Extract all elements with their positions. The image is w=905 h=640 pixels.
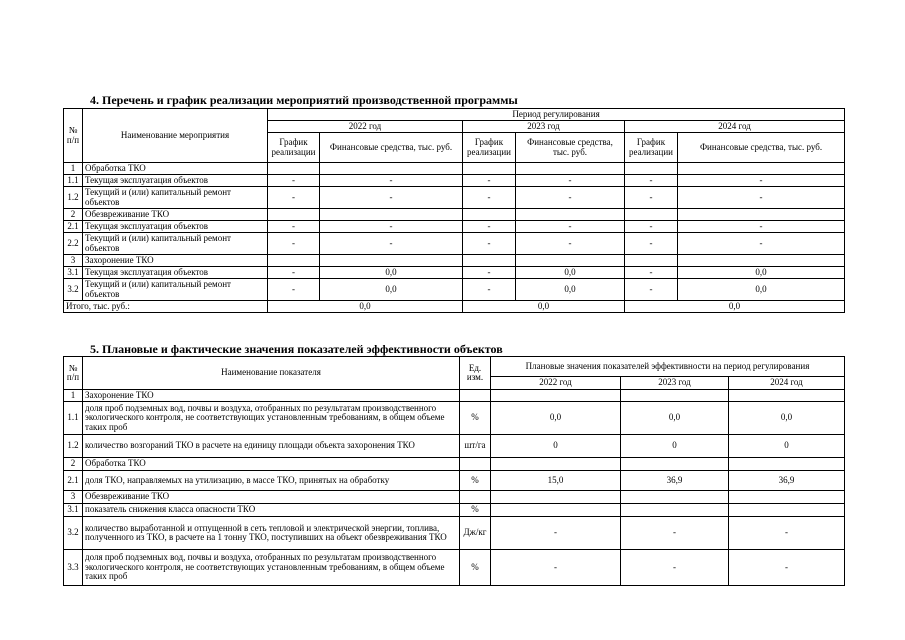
row-value [320, 209, 463, 221]
row-value [516, 209, 625, 221]
row-number: 2 [64, 458, 83, 471]
total-value: 0,0 [268, 301, 463, 313]
row-number: 3 [64, 255, 83, 267]
row-name: Обезвреживание ТКО [83, 491, 460, 504]
section5-title: 5. Плановые и фактические значения показателей эффективности объектов [90, 342, 503, 356]
row-value: - [516, 233, 625, 255]
row-name: Текущая эксплуатация объектов [83, 175, 268, 187]
row-value: - [320, 221, 463, 233]
row-value: 0,0 [320, 279, 463, 301]
row-value [621, 458, 729, 471]
row-name: доля проб подземных вод, почвы и воздуха, отобранных по результатам производственного экологического контроля, не соответствующих установленным требованиям, в общем объеме таких проб [83, 402, 460, 435]
row-number: 2.1 [64, 471, 83, 491]
table-row [64, 458, 845, 471]
row-value: - [625, 187, 678, 209]
row-value: 0 [491, 435, 621, 458]
row-value: - [625, 267, 678, 279]
row-name: Текущая эксплуатация объектов [83, 267, 268, 279]
schedule-header: График реализации [625, 133, 678, 163]
row-value [729, 390, 845, 402]
row-number: 3.2 [64, 279, 83, 301]
row-value [491, 390, 621, 402]
row-name: показатель снижения класса опасности ТКО [83, 504, 460, 517]
row-value [625, 255, 678, 267]
row-value: - [463, 175, 516, 187]
table-row [64, 504, 845, 517]
table-row [64, 491, 845, 504]
row-value: - [678, 233, 845, 255]
row-value [320, 163, 463, 175]
table-row [64, 209, 845, 221]
row-value: - [729, 517, 845, 550]
row-value [516, 255, 625, 267]
row-value: 15,0 [491, 471, 621, 491]
row-name: Захоронение ТКО [83, 390, 460, 402]
row-value: - [268, 279, 320, 301]
row-value: 0 [621, 435, 729, 458]
row-number: 2.1 [64, 221, 83, 233]
row-value: - [268, 233, 320, 255]
row-value: 0,0 [621, 402, 729, 435]
schedule-header: График реализации [463, 133, 516, 163]
row-value [621, 504, 729, 517]
row-value: 0,0 [678, 279, 845, 301]
finance-header: Финансовые средства, тыс. руб. [516, 133, 625, 163]
header-row-1 [64, 357, 845, 377]
row-value: - [621, 550, 729, 586]
row-value: - [268, 221, 320, 233]
row-number: 3.1 [64, 267, 83, 279]
row-value: - [678, 221, 845, 233]
table-row [64, 187, 845, 209]
row-value: 36,9 [729, 471, 845, 491]
row-value [463, 163, 516, 175]
row-value [678, 163, 845, 175]
row-unit: % [460, 402, 491, 435]
row-value: 0,0 [320, 267, 463, 279]
table-row [64, 279, 845, 301]
row-value: - [516, 175, 625, 187]
row-value: 0,0 [678, 267, 845, 279]
row-value [678, 209, 845, 221]
total-value: 0,0 [625, 301, 845, 313]
row-value: - [625, 279, 678, 301]
row-value [621, 390, 729, 402]
row-value: 0 [729, 435, 845, 458]
year-header: 2024 год [625, 121, 845, 133]
row-name: Текущий и (или) капитальный ремонт объектов [83, 187, 268, 209]
row-value [491, 458, 621, 471]
finance-header: Финансовые средства, тыс. руб. [320, 133, 463, 163]
table-row [64, 267, 845, 279]
row-value: - [729, 550, 845, 586]
row-name: Текущий и (или) капитальный ремонт объектов [83, 279, 268, 301]
table-row [64, 175, 845, 187]
table-row [64, 435, 845, 458]
row-value: - [491, 550, 621, 586]
col-no-header: № п/п [64, 109, 83, 163]
row-number: 1 [64, 390, 83, 402]
row-value [729, 491, 845, 504]
row-name: Обработка ТКО [83, 458, 460, 471]
year-header: 2023 год [463, 121, 625, 133]
row-name: доля ТКО, направляемых на утилизацию, в массе ТКО, принятых на обработку [83, 471, 460, 491]
row-value [491, 504, 621, 517]
row-number: 1.1 [64, 402, 83, 435]
row-value: - [625, 233, 678, 255]
row-value [268, 209, 320, 221]
table-row [64, 390, 845, 402]
row-number: 1.2 [64, 435, 83, 458]
row-value: 36,9 [621, 471, 729, 491]
row-value: - [320, 187, 463, 209]
row-value: 0,0 [491, 402, 621, 435]
year-header: 2024 год [729, 377, 845, 390]
row-value [463, 209, 516, 221]
row-name: количество выработанной и отпущенной в сеть тепловой и электрической энергии, топлива, полученного из ТКО, в расчете на 1 тонну ТКО, поступивших на объект обезвреживания ТКО [83, 517, 460, 550]
row-value: - [268, 175, 320, 187]
col-plan-header: Плановые значения показателей эффективности на период регулирования [491, 357, 845, 377]
row-name: Обработка ТКО [83, 163, 268, 175]
header-row-1 [64, 109, 845, 121]
efficiency-indicators-table [63, 356, 845, 586]
row-value: - [463, 187, 516, 209]
row-value: - [516, 221, 625, 233]
row-name: Текущий и (или) капитальный ремонт объектов [83, 233, 268, 255]
year-header: 2022 год [491, 377, 621, 390]
row-value: - [268, 267, 320, 279]
row-number: 2 [64, 209, 83, 221]
row-name: Захоронение ТКО [83, 255, 268, 267]
row-number: 3.1 [64, 504, 83, 517]
row-value: - [320, 233, 463, 255]
row-value: - [268, 187, 320, 209]
table-row [64, 221, 845, 233]
row-unit: Дж/кг [460, 517, 491, 550]
col-name-header: Наименование мероприятия [83, 109, 268, 163]
row-value [729, 504, 845, 517]
table-row [64, 233, 845, 255]
year-header: 2023 год [621, 377, 729, 390]
row-unit: % [460, 550, 491, 586]
total-row [64, 301, 845, 313]
row-name: Текущая эксплуатация объектов [83, 221, 268, 233]
row-value: 0,0 [516, 267, 625, 279]
row-value [621, 491, 729, 504]
col-name-header: Наименование показателя [83, 357, 460, 390]
row-value [268, 255, 320, 267]
year-header: 2022 год [268, 121, 463, 133]
row-unit: шт/га [460, 435, 491, 458]
table-row [64, 517, 845, 550]
row-value: - [491, 517, 621, 550]
row-unit [460, 458, 491, 471]
row-value: - [463, 267, 516, 279]
row-value [625, 163, 678, 175]
total-label: Итого, тыс. руб.: [64, 301, 268, 313]
row-value: - [621, 517, 729, 550]
table-row [64, 550, 845, 586]
row-value: - [625, 221, 678, 233]
row-value [268, 163, 320, 175]
row-number: 3.3 [64, 550, 83, 586]
row-name: доля проб подземных вод, почвы и воздуха, отобранных по результатам производственного экологического контроля, не соответствующих установленным требованиям, в общем объеме таких проб [83, 550, 460, 586]
row-number: 1 [64, 163, 83, 175]
table-row [64, 402, 845, 435]
row-value [491, 491, 621, 504]
row-value: - [463, 221, 516, 233]
row-value: 0,0 [729, 402, 845, 435]
row-value: - [320, 175, 463, 187]
row-number: 3.2 [64, 517, 83, 550]
row-value: - [463, 233, 516, 255]
total-value: 0,0 [463, 301, 625, 313]
row-value [625, 209, 678, 221]
row-value: - [625, 175, 678, 187]
table-row [64, 255, 845, 267]
row-unit: % [460, 504, 491, 517]
row-value [320, 255, 463, 267]
row-number: 2.2 [64, 233, 83, 255]
row-number: 1.1 [64, 175, 83, 187]
row-value: - [678, 175, 845, 187]
row-value: 0,0 [516, 279, 625, 301]
row-unit: % [460, 471, 491, 491]
row-name: Обезвреживание ТКО [83, 209, 268, 221]
row-value: - [516, 187, 625, 209]
row-unit [460, 390, 491, 402]
finance-header: Финансовые средства, тыс. руб. [678, 133, 845, 163]
row-value [678, 255, 845, 267]
row-value [463, 255, 516, 267]
row-number: 3 [64, 491, 83, 504]
row-number: 1.2 [64, 187, 83, 209]
col-no-header: № п/п [64, 357, 83, 390]
row-value [516, 163, 625, 175]
row-name: количество возгораний ТКО в расчете на единицу площади объекта захоронения ТКО [83, 435, 460, 458]
section4-title: 4. Перечень и график реализации мероприятий производственной программы [90, 93, 518, 107]
schedule-header: График реализации [268, 133, 320, 163]
col-period-header: Период регулирования [268, 109, 845, 121]
row-value: - [463, 279, 516, 301]
row-value: - [678, 187, 845, 209]
col-unit-header: Ед. изм. [460, 357, 491, 390]
program-schedule-table [63, 108, 845, 313]
row-value [729, 458, 845, 471]
row-unit [460, 491, 491, 504]
table-row [64, 471, 845, 491]
table-row [64, 163, 845, 175]
